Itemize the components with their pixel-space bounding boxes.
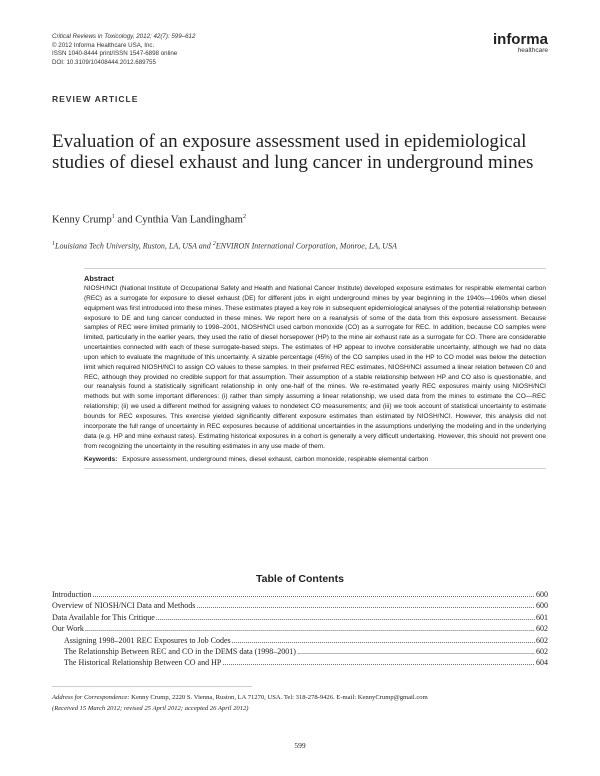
toc-entry-label: The Relationship Between REC and CO in the DEMS data (1998–2001) <box>64 646 296 656</box>
correspondence-label: Address for Correspondence: <box>52 694 130 701</box>
keywords-text: Exposure assessment, underground mines, diesel exhaust, carbon monoxide, respirable elemental carbon <box>122 456 429 464</box>
toc-entry-page: 601 <box>536 612 548 622</box>
abstract-section <box>84 268 546 469</box>
abstract-text: NIOSH/NCI (National Institute of Occupational Safety and Health and National Cancer Institute) developed exposure estimates for respirable elemental carbon (REC) as a surrogate for exposure to diesel exhaust (DE) for different jobs in eight underground mines by year beginning in the 1940s—1960s when diesel equipment was first introduced into these mines. These estimates played a key role in subsequent epidemiological analyses of the potential relationship between exposure to DE and lung cancer conducted in these mines. We report here on a reanalysis of some of the data from this exposure assessment. Because samples of REC were limited primarily to 1998–2001, NIOSH/NCI used carbon monoxide (CO) as a surrogate for REC. In addition, because CO samples were limited, particularly in the earlier years, they used the ratio of diesel horsepower (HP) to the mine air exhaust rate as a surrogate for CO. There are considerable uncertainties connected with each of these surrogate-based steps. The estimates of HP appear to involve considerable uncertainty, although we had no data upon which to evaluate the magnitude of this uncertainty. A sizable percentage (45%) of the CO samples used in the HP to CO model was below the detection limit which required NIOSH/NCI to assign CO values to these samples. In their preferred REC estimates, NIOSH/NCI assumed a linear relation between C0 and REC, although they provided no credible support for that assumption. Their assumption of a stable relationship between HP and CO also is questionable, and our reanalysis found a statistically significant relationship in only one-half of the mines. We re-estimated yearly REC exposures mainly using NIOSH/NCI methods but with some important differences: (i) rather than simply assuming a linear relationship, we used data from the mines to estimate the CO—REC relationship; (ii) we used a different method for assigning values to nondetect CO measurements; and (iii) we took account of statistical uncertainty to estimate bounds for REC exposures. This exercise yielded significantly different exposure estimates than estimated by NIOSH/NCI. However, this analysis did not incorporate the full range of uncertainty in REC exposures because of additional uncertainties in the assumptions underlying the modeling and in the underlying data (e.g. HP and mine exhaust rates). Estimating historical exposures in a cohort is generally a very difficult undertaking. However, this should not prevent one from recognizing the uncertainty in the resulting estimates in any use made of them. <box>84 285 546 450</box>
affil-marker: 1 <box>52 241 55 247</box>
footer-divider <box>52 686 252 687</box>
affiliation-2: ENVIRON International Corporation, Monroe, LA, USA <box>215 241 397 251</box>
toc-entry-label: Our Work <box>52 624 84 634</box>
author-affil-marker: 2 <box>242 214 246 220</box>
toc-leader <box>156 612 535 623</box>
toc-entry-introduction[interactable] <box>52 589 548 600</box>
affiliations <box>52 241 397 251</box>
page-number: 599 <box>294 741 306 750</box>
toc-entry-page: 602 <box>536 646 548 656</box>
toc-entry-page: 602 <box>536 635 548 645</box>
toc-entry-overview[interactable] <box>52 600 548 611</box>
toc-leader <box>85 623 535 634</box>
keywords <box>84 455 546 464</box>
toc-leader <box>232 635 535 646</box>
toc-leader <box>93 589 535 600</box>
toc-entry-assigning-rec[interactable] <box>52 635 548 646</box>
toc-entry-our-work[interactable] <box>52 623 548 634</box>
journal-issn: ISSN 1040-8444 print/ISSN 1547-6898 online <box>52 50 178 58</box>
toc-entry-data-available[interactable] <box>52 612 548 623</box>
toc-heading: Table of Contents <box>256 573 344 585</box>
toc-entry-page: 602 <box>536 624 548 634</box>
toc-leader <box>297 646 535 657</box>
journal-doi: DOI: 10.3109/10408444.2012.689755 <box>52 58 156 66</box>
toc-entry-label: Introduction <box>52 590 92 599</box>
publisher-logo <box>493 32 548 55</box>
journal-copyright: © 2012 Informa Healthcare USA, Inc. <box>52 41 155 49</box>
affil-marker: 2 <box>212 241 216 247</box>
toc-leader <box>196 600 535 611</box>
toc-leader <box>222 657 535 668</box>
toc-entry-page: 604 <box>536 658 548 668</box>
publisher-sub: healthcare <box>517 47 548 54</box>
author-affil-marker: 1 <box>111 214 115 220</box>
author-joiner: and <box>114 214 136 226</box>
correspondence-text: Kenny Crump, 2220 S. Vienna, Ruston, LA 71270, USA. Tel: 318-278-9426. E-mail: KennyCrump@gmail.com <box>129 694 428 701</box>
article-type: REVIEW ARTICLE <box>52 94 139 104</box>
toc-entry-page: 600 <box>536 590 548 599</box>
keywords-label: Keywords: <box>84 456 118 464</box>
article-title: Evaluation of an exposure assessment used in epidemiological studies of diesel exhaust and lung cancer in underground mines <box>52 131 534 173</box>
correspondence <box>52 692 548 703</box>
publisher-brand: informa <box>492 31 548 48</box>
table-of-contents <box>52 589 548 669</box>
toc-entry-label: Data Available for This Critique <box>52 612 155 622</box>
toc-entry-co-hp-relationship[interactable] <box>52 657 548 668</box>
journal-citation: Critical Reviews in Toxicology, 2012; 42(7): 599–612 <box>52 33 196 40</box>
author-name: Cynthia Van Landingham <box>135 214 243 226</box>
toc-entry-label: The Historical Relationship Between CO and HP <box>64 658 222 668</box>
affiliation-1: Louisiana Tech University, Ruston, LA, USA and <box>55 241 213 251</box>
journal-meta <box>52 33 195 67</box>
toc-entry-page: 600 <box>536 601 548 611</box>
author-name: Kenny Crump <box>52 214 112 226</box>
received-dates: (Received 15 March 2012; revised 25 April 2012; accepted 26 April 2012) <box>52 705 249 712</box>
toc-entry-label: Overview of NIOSH/NCI Data and Methods <box>52 601 196 611</box>
toc-entry-label: Assigning 1998–2001 REC Exposures to Job Codes <box>64 635 231 645</box>
abstract-heading: Abstract <box>84 274 114 283</box>
toc-entry-rec-co-relationship[interactable] <box>52 646 548 657</box>
author-list <box>52 214 246 226</box>
